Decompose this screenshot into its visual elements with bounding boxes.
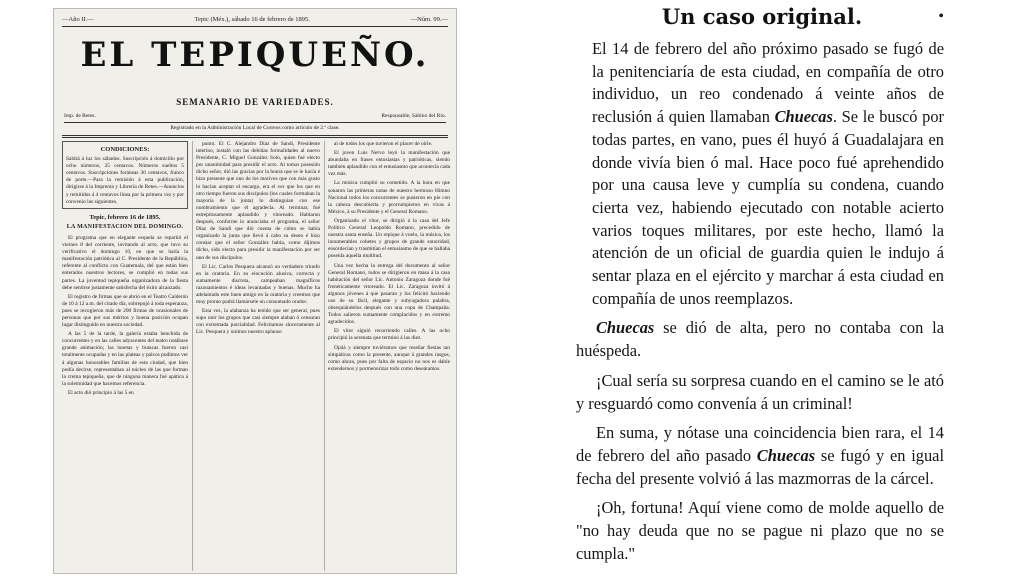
paragraph: Una vez hecha la entrega del documento al señor General Romano, todos se dirigieron en masa á la casa habitación del señor Lic. Antonio Zaragoza donde fué frenéticamente vitoreado. El Lic. Zaragoza invitó á algunos jóvenes á que pasaran y los felicitó haciendo uso de su fácil, elegante y subyugadora palabra, obsequiándolos después con una copa de Champaña. Todos salieron sumamente complacidos y en extremo agradecidos. (328, 262, 450, 326)
column-2 (192, 141, 320, 571)
imprint-row (64, 113, 446, 123)
article-body (576, 38, 944, 572)
newspaper-front-page (53, 8, 457, 574)
text-run: se fugó y en igual fecha del presente volvió á las mazmorras de la cárcel. (576, 445, 944, 488)
double-rule-divider (62, 135, 448, 138)
paragraph: El programa que en elegante esquela se repartió el viernes 8 del corriente, invitando al acto, que tuvo su verificativo el domingo 10, en que se haría la manifestación patriótica al C. Presidente de la República, referente al conflicto con Guatemala, del que están bien enterados nuestros lectores, se cumplió en todas sus partes. La juventud tepiqueña organizadora de la fiesta debe sentirse justamente satisfecha del éxito alcanzado. (62, 234, 188, 291)
newspaper-subtitle: SEMANARIO DE VARIEDADES. (176, 97, 334, 107)
issue-dateline: Tepic (Méx.), sábado 16 de febrero de 1895. (194, 16, 310, 23)
italic-name: Chuecas (774, 107, 833, 127)
conditions-text: Saldrá á luz los sábados. Suscripción á domicilio por ocho números, 25 centavos. Números sueltos 5 centavos. Suscripciones foráneas 30 centavos, franco de porte.—Para la remisión á esta publicación, dirigirse á la Imprenta y Librería de Retes.—Anuncios y remitidos á 4 centavos línea por la primera vez y por convenio las siguientes. (66, 156, 184, 205)
column-3 (324, 141, 450, 571)
conditions-box (62, 141, 188, 209)
italic-name: Chuecas (756, 445, 816, 465)
article-paragraph (576, 422, 944, 490)
paragraph: El acto dió principio á las 5 en (68, 389, 134, 396)
paragraph: La música cumplió su cometido. A la hora en que sonaron las primeras notas de nuestro hermoso Himno Nacional todos los concurrentes se pusieron en pie con la cabeza descubierta y prorrumpieron en vivas á México, á su Presidente y el General Romano. (328, 180, 450, 215)
article-title: Un caso original. (661, 4, 863, 29)
text-run: ¡Cual sería su sorpresa cuando en el camino se le ató y resguardó como convenía á un criminal! (576, 370, 944, 413)
paragraph: Ojalá y siempre tuviéramos que reseñar fiestas tan simpáticas como la presente, aunque á grandes rasgos, como ahora, pues por falta de espacio no nos es dable extendernos y pormenorizar todo como deseáramos. (328, 344, 450, 372)
paragraph: El Lic. Carlos Pesquera alcanzó un verdadero triunfo en la oratoria. En su elocución alusiva, correcta y sumamente discreta, campeaban magníficos razonamientos é ideas levantadas y buenas. Mucho ha adelantado este buen amigo en la oratoria y creemos que muy pronto podrá llamársele un consumado orador. (196, 263, 320, 306)
conditions-heading: CONDICIONES: (100, 146, 150, 153)
responsible-label: Responsable, Sabino del Río. (381, 113, 446, 119)
editorial-dateline: Tepic, febrero 16 de 1895. (89, 213, 161, 221)
italic-name: Chuecas (596, 318, 655, 338)
article-paragraph (576, 38, 944, 310)
article-zoom (572, 0, 952, 576)
printer-label: Imp. de Retes. (64, 113, 96, 119)
paragraph: El registro de firmas que se abrió en el Teatro Calderón de 10 á 12 a.m. del citado día, sobrepujó á toda esperanza, pues se recogieron más de 200 firmas de ocasionales de personas que por sus méritos y buena posición ocupan lugar distinguido en nuestra sociedad. (62, 293, 188, 329)
article-paragraph (576, 317, 944, 362)
paragraph: A las 5 de la tarde, la galería estaba henchida de concurrentes y en las calles adyacentes del teatro notábase grande animación; las lunetas y butacas fueron casi totalmente ocupadas y en las plateas y palcos pudimos ver á algunas honorables familias de esta ciudad, que bien podía decirse, representaban al núcleo de las que forman la crema tepiqueña, que de ninguna manera fué apática á la solemnidad que hacemos referencia. (62, 331, 188, 387)
section-title: LA MANIFESTACION DEL DOMINGO. (66, 223, 184, 230)
text-run: . Se le buscó por todas partes, en vano, pues él huyó á Guadalajara en donde vivía bien ó mal. Hace poco fué aprehendido por una causa leve y cumplía su condena, cuando cierta vez, habiendo ejecutado con notable acierto varios toques militares, por este hecho, llamó la atención de un oficial de guardia quien le indujo á sentar plaza en el ejército y marchar á esta ciudad en compañía de unos reemplazos. (592, 107, 945, 308)
paragraph: Organizado el vítor, se dirigió á la casa del Jefe Político General Leopoldo Romano, precedido de nuestra santa enseña. Un repique á vuelo, la música, los innumerables cohetes y grupos de grande sonoridad, ensordecían y trasmitían el entusiasmo de que se hallaba poseída aquella multitud. (328, 217, 450, 260)
paragraph: al de todos los que tuvieron el placer de oírle. (334, 141, 433, 147)
text-run: ¡Oh, fortuna! Aquí viene como de molde aquello de "no hay deuda que no se pague ni plazo que no se cumpla." (576, 498, 944, 563)
text-run: En suma, y nótase una coincidencia bien rara, el 14 de febrero del año pasado (576, 423, 944, 465)
paragraph: Esta vez, la alabanza ha tenido que ser general, pues supo unir los grupos que casi siempre alaban ó censuran con extremada parcialidad. Felicitamos sinceramente al Lic. Pesquera y unimos nuestro aplauso (196, 308, 320, 336)
issue-number: —Núm. 99.— (410, 16, 448, 23)
title-ornament: • (938, 8, 944, 25)
newspaper-title: EL TEPIQUEÑO. (80, 35, 430, 75)
text-run: se dió de alta, pero no contaba con la huéspeda. (576, 318, 944, 361)
paragraph: punto. El C. Alejandro Díaz de Sandi, Presidente interino, instaló con las debidas formalidades al nuevo Presidente, C. Miguel González Soto, quien fué electo por unanimidad para presidir el acto. Al tomar posesión dicho señor, dió las gracias por la honra que se le hacía é hizo presente que uno de los motivos que con más gusto lo hacían aceptar el encargo, era el ver que los que en otro tiempo fueron sus discípulos (los cuales formaban la mayoría de la junta) lo distinguían con ese nombramiento que él agradecía. Al terminar, fué estrepitosamente aplaudido y vitoreado. Hablaron después, conforme lo anunciaba el programa, el señor Díaz de Sandi que dió cuenta de cómo se había organizado la junta que llevó á cabo su deseo é hizo constar que el señor González había, como dijimos dicho, sido electo para presidir la manifestación por ser uno de sus discípulos. (196, 141, 320, 261)
article-paragraph (576, 497, 944, 565)
article-paragraph (576, 370, 944, 415)
paragraph: El joven Luis Nervo leyó la manifestación que abundaba en frases entusiastas y patrióticas, siendo también aplaudido con el entusiasmo que acontecía cada vez más. (328, 150, 450, 178)
postal-registry-note: Registrado en la Administración Local de Correos como artículo de 2.ª clase. (170, 125, 340, 131)
column-1 (62, 141, 188, 571)
text-run: El 14 de febrero del año próximo pasado se fugó de la penitenciaría de esta ciudad, en compañía de otro individuo, un reo condenado á veinte años de reclusión á quien llamaban (592, 39, 944, 127)
paragraph: El vítor siguió recorriendo calles. A las ocho principió la serenata que terminó á las diez. (328, 328, 450, 342)
volume-label: —Año II.— (62, 16, 94, 23)
masthead-line (62, 15, 448, 27)
